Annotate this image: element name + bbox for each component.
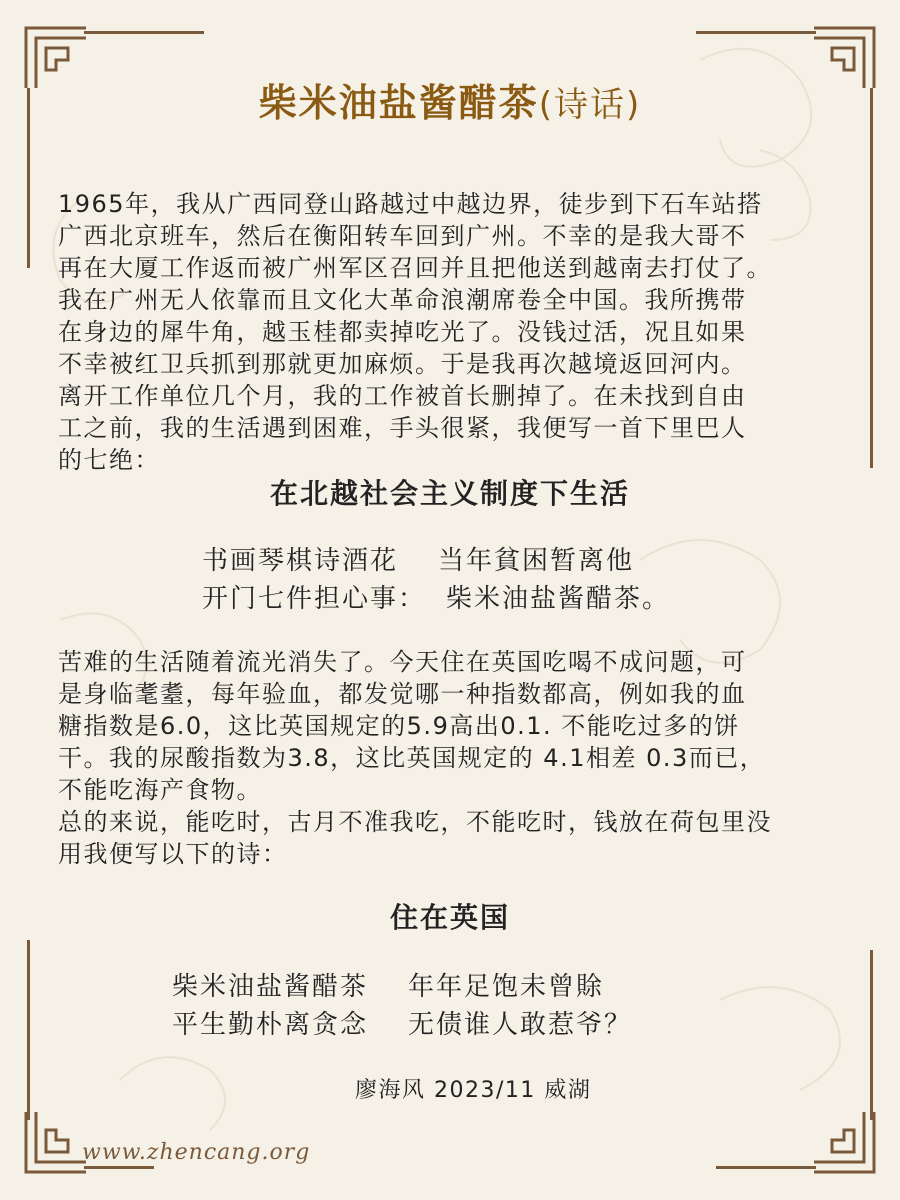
poem2-line: [172, 966, 604, 1003]
poem-half: 年年足饱未曾賖: [408, 972, 605, 1002]
poem-half: 书画琴棋诗酒花: [202, 546, 399, 576]
paragraph-line: 糖指数是6.0，这比英国规定的5.9高出0.1. 不能吃过多的饼: [58, 712, 740, 740]
poem-half: 当年貧困暂离他: [438, 546, 635, 576]
title-sub: (诗话): [538, 85, 642, 125]
frame-right-bottom-line: [870, 950, 873, 1120]
paragraph-line: 干。我的尿酸指数为3.8，这比英国规定的 4.1相差 0.3而已，: [58, 744, 766, 772]
poem2-title: 住在英国: [389, 901, 510, 934]
paragraph-line: 用我便写以下的诗：: [58, 840, 288, 868]
corner-ornament-bottom-left: [18, 1110, 88, 1180]
paragraph-line: 1965年，我从广西同登山路越过中越边界，徒步到下石车站搭: [58, 190, 763, 218]
paragraph-line: 离开工作单位几个月，我的工作被首长删掉了。在未找到自由: [58, 382, 747, 410]
poem2-line: [172, 1004, 632, 1041]
frame-top-right-line: [696, 31, 816, 34]
paragraph-line: 不能吃海产食物。: [58, 776, 262, 804]
poem1-title: 在北越社会主义制度下生活: [269, 477, 630, 510]
page-title: [0, 72, 900, 127]
paragraph-line: 是身临耄耋，每年验血，都发觉哪一种指数都高，例如我的血: [58, 680, 747, 708]
paragraph-line: 的七绝：: [58, 446, 160, 474]
intro-paragraph: [58, 188, 848, 476]
frame-bottom-left-line: [84, 1166, 154, 1169]
paragraph-line: 苦难的生活随着流光消失了。今天住在英国吃喝不成问题，可: [58, 648, 747, 676]
poem-half: 开门七件担心事：: [202, 584, 427, 614]
paragraph-line: 在身边的犀牛角，越玉桂都卖掉吃光了。没钱过活，况且如果: [58, 318, 747, 346]
frame-right-top-line: [870, 88, 873, 468]
paragraph-line: 我在广州无人依靠而且文化大革命浪潮席卷全中国。我所携带: [58, 286, 747, 314]
frame-top-left-line: [84, 31, 204, 34]
author-signature: 廖海风 2023/11 威湖: [355, 1078, 592, 1103]
poem1-line: [202, 540, 634, 577]
paragraph-line: 工之前，我的生活遇到困难，手头很紧，我便写一首下里巴人: [58, 414, 747, 442]
paragraph-line: 再在大厦工作返而被广州军区召回并且把他送到越南去打仗了。: [58, 254, 772, 282]
paragraph-line: 广西北京班车，然后在衡阳转车回到广州。不幸的是我大哥不: [58, 222, 747, 250]
title-main: 柴米油盐酱醋茶: [258, 81, 539, 125]
poem-half: 柴米油盐酱醋茶: [172, 972, 369, 1002]
frame-bottom-right-line: [716, 1166, 816, 1169]
paragraph-line: 总的来说，能吃时，古月不准我吃，不能吃时，钱放在荷包里没: [58, 808, 772, 836]
paragraph-line: 不幸被红卫兵抓到那就更加麻烦。于是我再次越境返回河内。: [58, 350, 747, 378]
poem1-line: [202, 578, 670, 615]
corner-ornament-bottom-right: [812, 1110, 882, 1180]
frame-left-bottom-line: [27, 940, 30, 1120]
poem-half: 平生勤朴离贪念: [172, 1010, 369, 1040]
middle-paragraph: [58, 646, 848, 870]
poem-half: 柴米油盐酱醋茶。: [446, 584, 671, 614]
website-watermark: www.zhencang.org: [82, 1140, 311, 1165]
poem-half: 无债谁人敢惹爷？: [408, 1010, 633, 1040]
